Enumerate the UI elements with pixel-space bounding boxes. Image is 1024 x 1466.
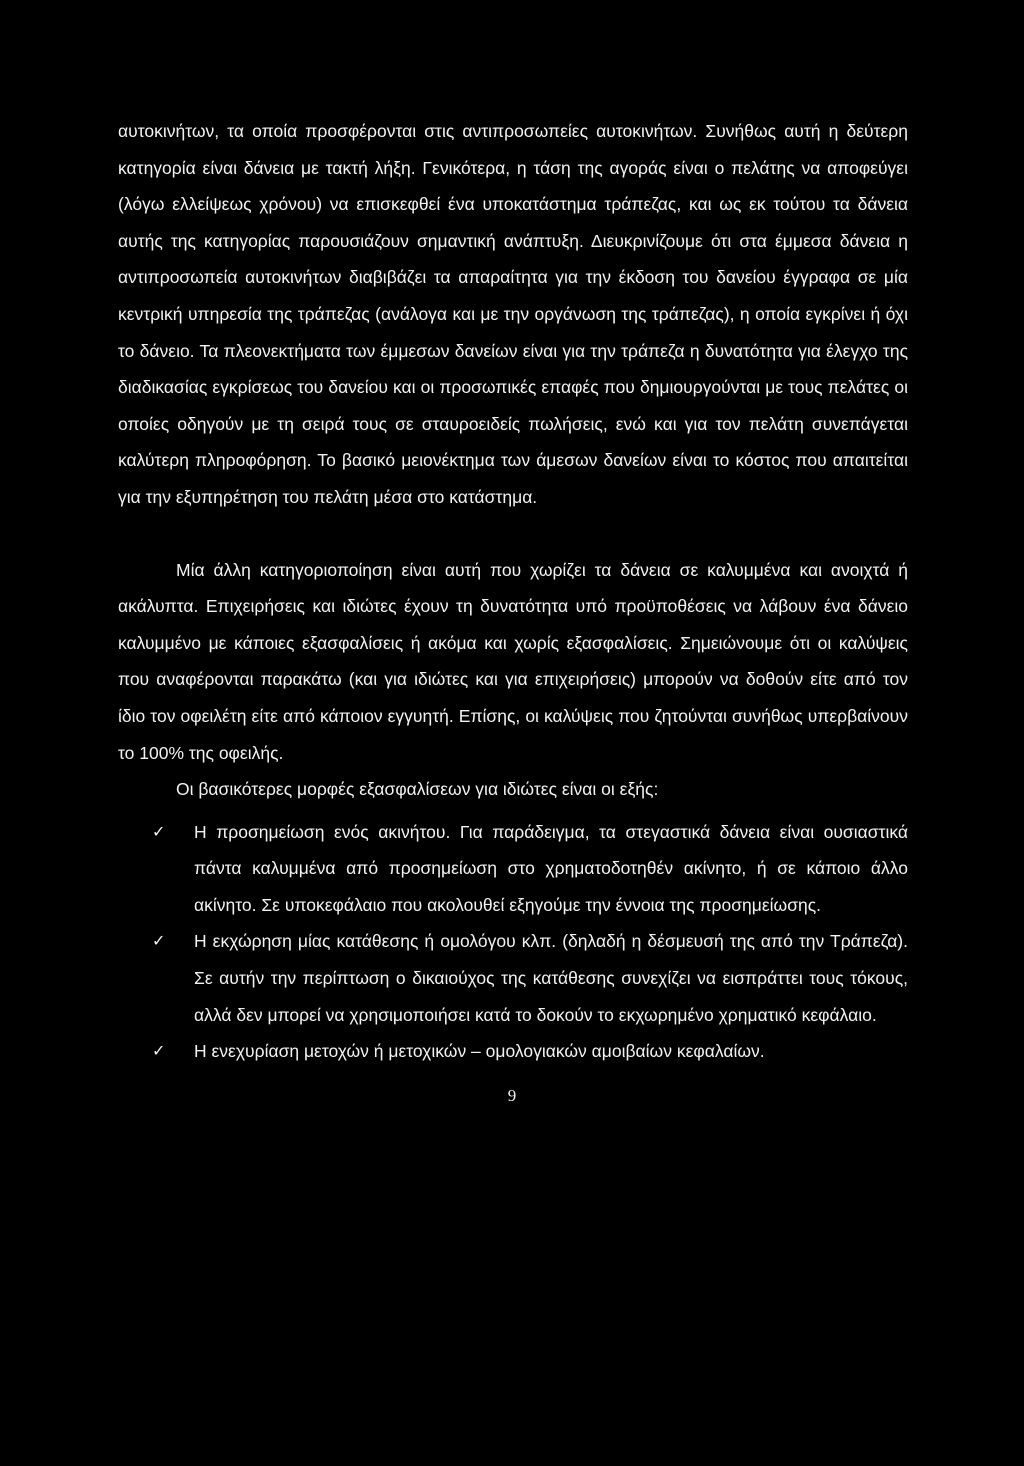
list-item [118, 814, 908, 924]
paragraph-secured-loans: Μία άλλη κατηγοριοποίηση είναι αυτή που χωρίζει τα δάνεια σε καλυμμένα και ανοιχτά ή ακάλυπτα. Επιχειρήσεις και ιδιώτες έχουν τη δυνατότητα υπό προϋποθέσεις να λάβουν ένα δάνειο καλυμμένο με κάποιες εξασφαλίσεις ή ακόμα και χωρίς εξασφαλίσεις. Σημειώνουμε ότι οι καλύψεις που αναφέρονται παρακάτω (και για ιδιώτες και για επιχειρήσεις) μπορούν να δοθούν είτε από τον ίδιο τον οφειλέτη είτε από κάποιον εγγυητή. Επίσης, οι καλύψεις που ζητούνται συνήθως υπερβαίνουν το 100% της οφειλής. [118, 559, 908, 763]
list-item-text: Η προσημείωση ενός ακινήτου. Για παράδειγμα, τα στεγαστικά δάνεια είναι ουσιαστικά πάντα καλυμμένα από προσημείωση στο χρηματοδοτηθέν ακίνητο, ή σε κάποιο άλλο ακίνητο. Σε υποκεφάλαιο που ακολουθεί εξηγούμε την έννοια της προσημείωσης. [194, 821, 908, 915]
page-number: 9 [507, 1086, 517, 1105]
paragraph-indirect-loans: αυτοκινήτων, τα οποία προσφέρονται στις αντιπροσωπείες αυτοκινήτων. Συνήθως αυτή η δεύτερη κατηγορία είναι δάνεια με τακτή λήξη. Γενικότερα, η τάση της αγοράς είναι ο πελάτης να αποφεύγει (λόγω ελλείψεως χρόνου) να επισκεφθεί ένα υποκατάστημα τράπεζας, και ως εκ τούτου τα δάνεια αυτής της κατηγορίας παρουσιάζουν σημαντική ανάπτυξη. Διευκρινίζουμε ότι στα έμμεσα δάνεια η αντιπροσωπεία αυτοκινήτων διαβιβάζει τα απαραίτητα για την έκδοση του δανείου έγγραφα σε μία κεντρική υπηρεσία της τράπεζας (ανάλογα και με την οργάνωση της τράπεζας), η οποία εγκρίνει ή όχι το δάνειο. Τα πλεονεκτήματα των έμμεσων δανείων είναι για την τράπεζα η δυνατότητα για έλεγχο της διαδικασίας εγκρίσεως του δανείου και οι προσωπικές επαφές που δημιουργούνται με τους πελάτες οι οποίες οδηγούν με τη σειρά τους σε σταυροειδείς πωλήσεις, ενώ και για τον πελάτη συνεπάγεται καλύτερη πληροφόρηση. Το βασικό μειονέκτημα των άμεσων δανείων είναι το κόστος που απαιτείται για την εξυπηρέτηση του πελάτη μέσα στο κατάστημα. [118, 121, 908, 507]
list-item-text: Η εκχώρηση μίας κατάθεσης ή ομολόγου κλπ. (δηλαδή η δέσμευσή της από την Τράπεζα). Σε αυτήν την περίπτωση ο δικαιούχος της κατάθεσης συνεχίζει να εισπράττει τους τόκους, αλλά δεν μπορεί να χρησιμοποιήσει κατά το δοκούν το εκχωρημένο χρηματικό κεφάλαιο. [194, 931, 908, 1025]
collateral-list [118, 814, 908, 1070]
checkmark-icon: ✓ [152, 1041, 166, 1061]
checkmark-icon: ✓ [152, 821, 166, 841]
list-item [118, 923, 908, 1033]
document-page [118, 113, 908, 1070]
checkmark-icon: ✓ [152, 931, 166, 951]
list-item-text: Η ενεχυρίαση μετοχών ή μετοχικών – ομολογιακών αμοιβαίων κεφαλαίων. [194, 1041, 765, 1062]
list-item [118, 1033, 908, 1070]
list-intro: Οι βασικότερες μορφές εξασφαλίσεων για ιδιώτες είναι οι εξής: [176, 779, 659, 800]
